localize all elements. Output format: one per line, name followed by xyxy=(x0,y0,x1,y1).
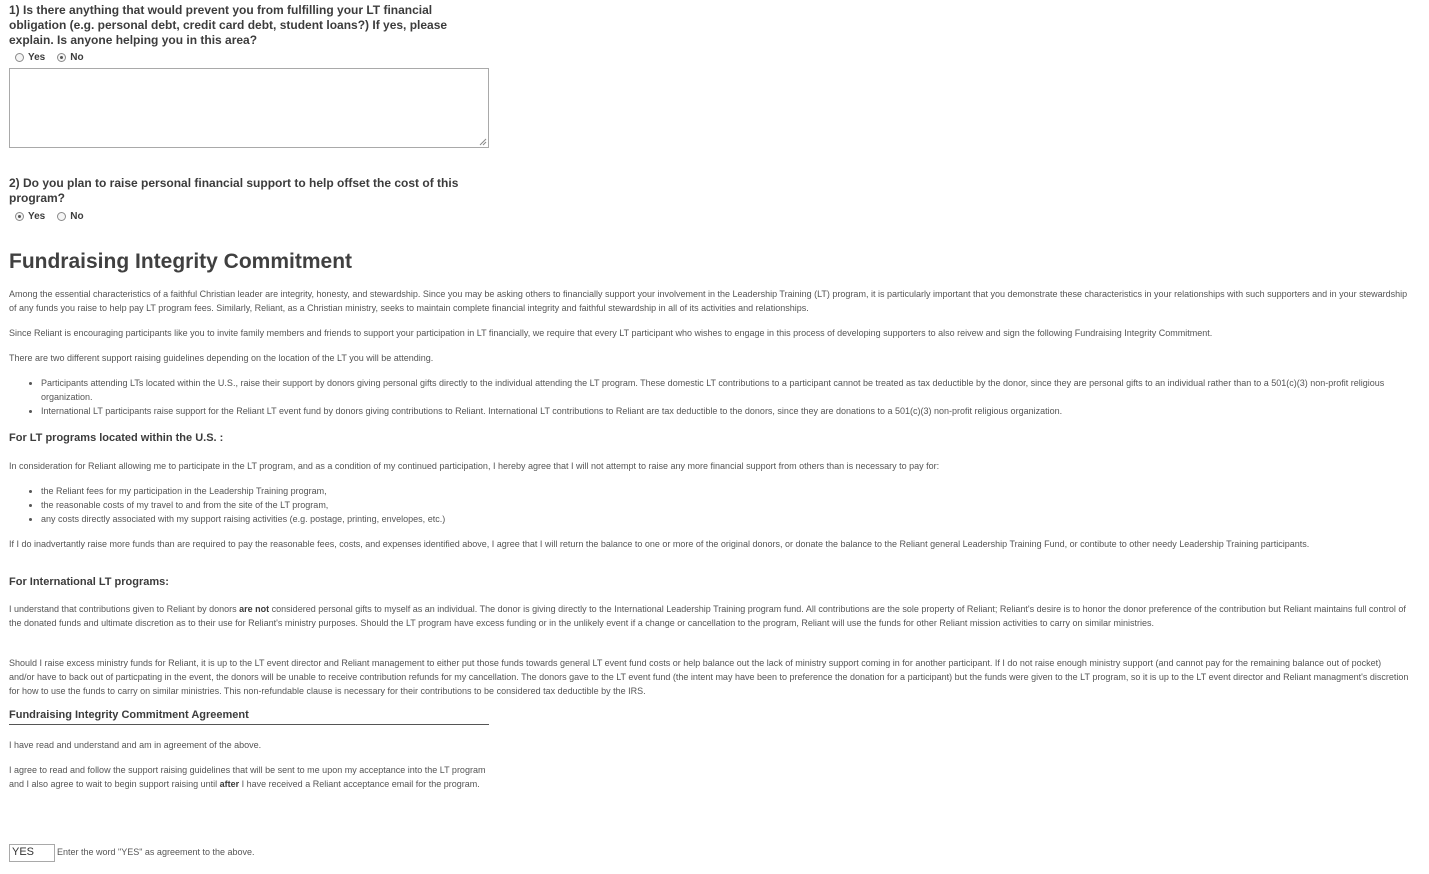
agreement-paragraph-2 xyxy=(9,763,489,791)
us-paragraph-1: In consideration for Reliant allowing me to participate in the LT program, and as a condition of my continued participation, I hereby agree that I will not attempt to raise any more financial support from others than is necessary to pay for: xyxy=(9,461,940,471)
agreement-heading: Fundraising Integrity Commitment Agreement xyxy=(9,709,489,725)
international-paragraph-2: Should I raise excess ministry funds for Reliant, it is up to the LT event director and Reliant management to either put those funds towards general LT event fund costs or help balance out the lack of ministry support coming in for another participant. If I do not raise enough ministry support (and cannot pay for the remaining balance out of pocket) and/or have to back out of particpating in the event, the donors will be unable to receive contribution refunds for my cancellation. The donors gave to the LT event fund (the intent may have been to preference the donation for a participant) but the funds were given to the LT program, so it is up to the LT event director and Reliant managment's discretion for how to use the funds to carry on similar ministries. This non-refundable clause is necessary for their contributions to be considered tax deductible by the IRS. xyxy=(9,658,1409,696)
text-segment: I understand that contributions given to Reliant by donors xyxy=(9,604,240,614)
agreement-input-hint: Enter the word "YES" as agreement to the above. xyxy=(57,847,255,857)
q2-no-radio[interactable] xyxy=(57,212,66,221)
guidelines-list xyxy=(9,376,1409,418)
agreement-input[interactable]: YES xyxy=(9,844,55,862)
commitment-paragraph-3: There are two different support raising guidelines depending on the location of the LT you will be attending. xyxy=(9,353,434,363)
resize-handle-icon[interactable] xyxy=(479,138,487,146)
international-paragraph-1 xyxy=(9,602,1409,630)
text-segment: I agree to read and follow the support raising guidelines that will be sent to me upon my acceptance into the LT program and I also agree to wait to begin support raising until xyxy=(9,765,486,789)
q2-no-label[interactable]: No xyxy=(70,211,84,222)
list-item: • the reasonable costs of my travel to and from the site of the LT program, xyxy=(41,498,1409,512)
emphasis-text: after xyxy=(219,779,240,789)
question-1-radio-group xyxy=(15,52,96,63)
commitment-paragraph-1: Among the essential characteristics of a faithful Christian leader are integrity, honesty, and stewardship. Since you may be asking others to financially support your involvement in the Leadership Training (LT) program, it is particularly important that you demonstrate these characteristics in your relationships with such supporters and in your stewardship of any funds you raise to help pay LT program fees. Similarly, Reliant, as a Christian ministry, seeks to maintain complete financial integrity and faithful stewardship in all of its activities and relationships. xyxy=(9,289,1408,313)
us-programs-heading: For LT programs located within the U.S. : xyxy=(9,432,224,444)
q1-no-label[interactable]: No xyxy=(70,52,84,63)
emphasis-text: are not xyxy=(239,604,270,614)
us-paragraph-2: If I do inadvertantly raise more funds than are required to pay the reasonable fees, costs, and expenses identified above, I agree that I will return the balance to one or more of the original donors, or donate the balance to the Reliant general Leadership Training Fund, or contibute to other needy Leadership Training participants. xyxy=(9,539,1310,549)
list-item: • the Reliant fees for my participation in the Leadership Training program, xyxy=(41,484,1409,498)
q1-no-radio[interactable] xyxy=(57,53,66,62)
agreement-paragraph-1: I have read and understand and am in agreement of the above. xyxy=(9,740,262,750)
question-2-radio-group xyxy=(15,211,96,222)
text-segment: I have received a Reliant acceptance email for the program. xyxy=(239,779,480,789)
q2-yes-label[interactable]: Yes xyxy=(28,211,46,222)
us-costs-list xyxy=(9,484,1409,526)
q1-yes-radio[interactable] xyxy=(15,53,24,62)
q2-yes-radio[interactable] xyxy=(15,212,24,221)
q1-yes-label[interactable]: Yes xyxy=(28,52,46,63)
commitment-paragraph-2: Since Reliant is encouraging participants like you to invite family members and friends to support your participation in LT financially, we require that every LT participant who wishes to engage in this process of developing supporters to also reivew and sign the following Fundraising Integrity Commitment. xyxy=(9,328,1213,338)
question-1-label: 1) Is there anything that would prevent you from fulfilling your LT financial obligation (e.g. personal debt, credit card debt, student loans?) If yes, please explain. Is anyone helping you in this area? xyxy=(9,3,448,47)
list-item: • International LT participants raise support for the Reliant LT event fund by donors giving contributions to Reliant. International LT contributions to Reliant are tax deductible to the donors, since they are donations to a 501(c)(3) non-profit religious organization. xyxy=(41,404,1409,418)
question-2-label: 2) Do you plan to raise personal financial support to help offset the cost of this program? xyxy=(9,176,459,205)
list-item: • Participants attending LTs located within the U.S., raise their support by donors giving personal gifts directly to the individual attending the LT program. These domestic LT contributions to a participant cannot be treated as tax deductible by the donor, since they are personal gifts to an individual rather than to a 501(c)(3) non-profit religious organization. xyxy=(41,376,1409,404)
list-item: • any costs directly associated with my support raising activities (e.g. postage, printing, envelopes, etc.) xyxy=(41,512,1409,526)
commitment-title: Fundraising Integrity Commitment xyxy=(9,250,353,273)
text-segment: considered personal gifts to myself as an individual. The donor is giving directly to the International Leadership Training program fund. All contributions are the sole property of Reliant; Reliant's desire is to honor the donor preference of the contribution but Reliant maintains full control of the donated funds and ultimate discretion as to their use for Reliant's ministry purposes. Should the LT program have excess funding or in the unlikely event if a change or cancellation to the program, Reliant will use the funds for other Reliant mission activities to carry on similar ministries. xyxy=(9,604,1406,628)
q1-explanation-textarea[interactable] xyxy=(9,68,489,148)
international-programs-heading: For International LT programs: xyxy=(9,576,169,588)
